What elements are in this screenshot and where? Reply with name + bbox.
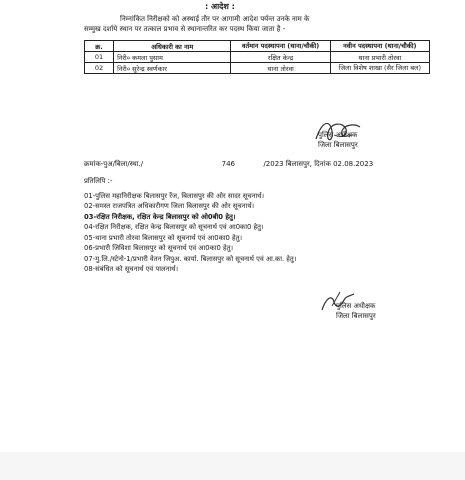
cell-serial: 01 — [85, 52, 114, 63]
transfer-table — [84, 40, 430, 74]
cell-officer-name: निरी० सुरेन्द्र स्वर्णकार — [114, 63, 231, 74]
signature-1-district: जिला बिलासपुर — [318, 141, 358, 149]
reference-number-prefix: क्रमांक-पुअ/बिला/स्था./ — [84, 160, 144, 168]
list-item: 04-रक्षित निरीक्षक, रक्षित केन्द्र बिलासपुर को सूचनार्थ एवं आ0का0 हेतु। — [84, 223, 264, 231]
reference-number: 746 — [221, 160, 235, 168]
page-bottom-margin — [0, 452, 465, 480]
col-header-current-posting: वर्तमान पदस्थापना (थाना/चौकी) — [231, 41, 330, 52]
col-header-new-posting: नवीन पदस्थापना (थाना/चौकी) — [330, 41, 429, 52]
col-header-serial: क्र. — [85, 41, 114, 52]
list-item: 02-समस्त राजपत्रित अधिकारीगण जिला बिलासपुर की ओर सूचनार्थ। — [84, 202, 255, 210]
copy-to-heading: प्रतिलिपि :- — [84, 177, 113, 185]
cell-current-posting: रक्षित केन्द्र — [231, 52, 330, 63]
list-item: 06-प्रभारी जिविशा बिलासपुर को सूचनार्थ एवं आ0का0 हेतु। — [84, 244, 234, 252]
reference-date: /2023 बिलासपुर, दिनांक 02.08.2023 — [263, 160, 374, 168]
list-item: 08-संबंधित को सूचनार्थ एवं पालनार्थ। — [84, 265, 179, 273]
cell-serial: 02 — [85, 63, 114, 74]
col-header-officer-name: अधिकारी का नाम — [114, 41, 231, 52]
cell-new-posting: जिला विशेष शाखा (सैर जिला बल) — [330, 63, 429, 74]
table-header-row — [85, 41, 430, 52]
cell-current-posting: थाना तोरवा — [231, 63, 330, 74]
list-item: 01-पुलिस महानिरीक्षक बिलासपुर रेंज, बिलासपुर की ओर सादर सूचनार्थ। — [84, 191, 265, 200]
order-title: : आदेश : — [205, 2, 235, 11]
list-item: 05-थाना प्रभारी तोरवा बिलासपुर को सूचनार्थ एवं आ0का0 हेतु। — [84, 233, 243, 242]
signature-2-title: पुलिस अधीक्षक — [336, 302, 376, 310]
list-item: 03-रक्षित निरीक्षक, रक्षित केन्द्र बिलासपुर को ओ0बी0 हेतु। — [84, 212, 236, 221]
intro-line-2: सम्मुख दर्शाये स्थान पर तत्काल प्रभाव से स्थानान्तरित कर पदस्थ किया जाता है - — [84, 25, 286, 33]
signature-1-title: पुलिस अधीक्षक — [318, 131, 358, 139]
intro-line-1: निम्नांकित निरीक्षको को अस्थाई तौर पर आगामी आदेश पर्यन्त उनके नाम के — [120, 15, 310, 23]
table-row — [85, 52, 430, 63]
cell-officer-name: निरी० कमला पुसाम — [114, 52, 231, 63]
cell-new-posting: थाना प्रभारी तोरवा — [330, 52, 429, 63]
table-row — [85, 63, 430, 74]
list-item: 07-मु.लि./स्टेनो-1/प्रभारी वेतन जिपुअ. कार्या. बिलासपुर को सूचनार्थ एवं आ.का. हेतु। — [84, 254, 297, 263]
copy-to-list — [84, 176, 296, 275]
signature-2-district: जिला बिलासपुर — [336, 312, 376, 320]
reference-line — [84, 160, 373, 169]
